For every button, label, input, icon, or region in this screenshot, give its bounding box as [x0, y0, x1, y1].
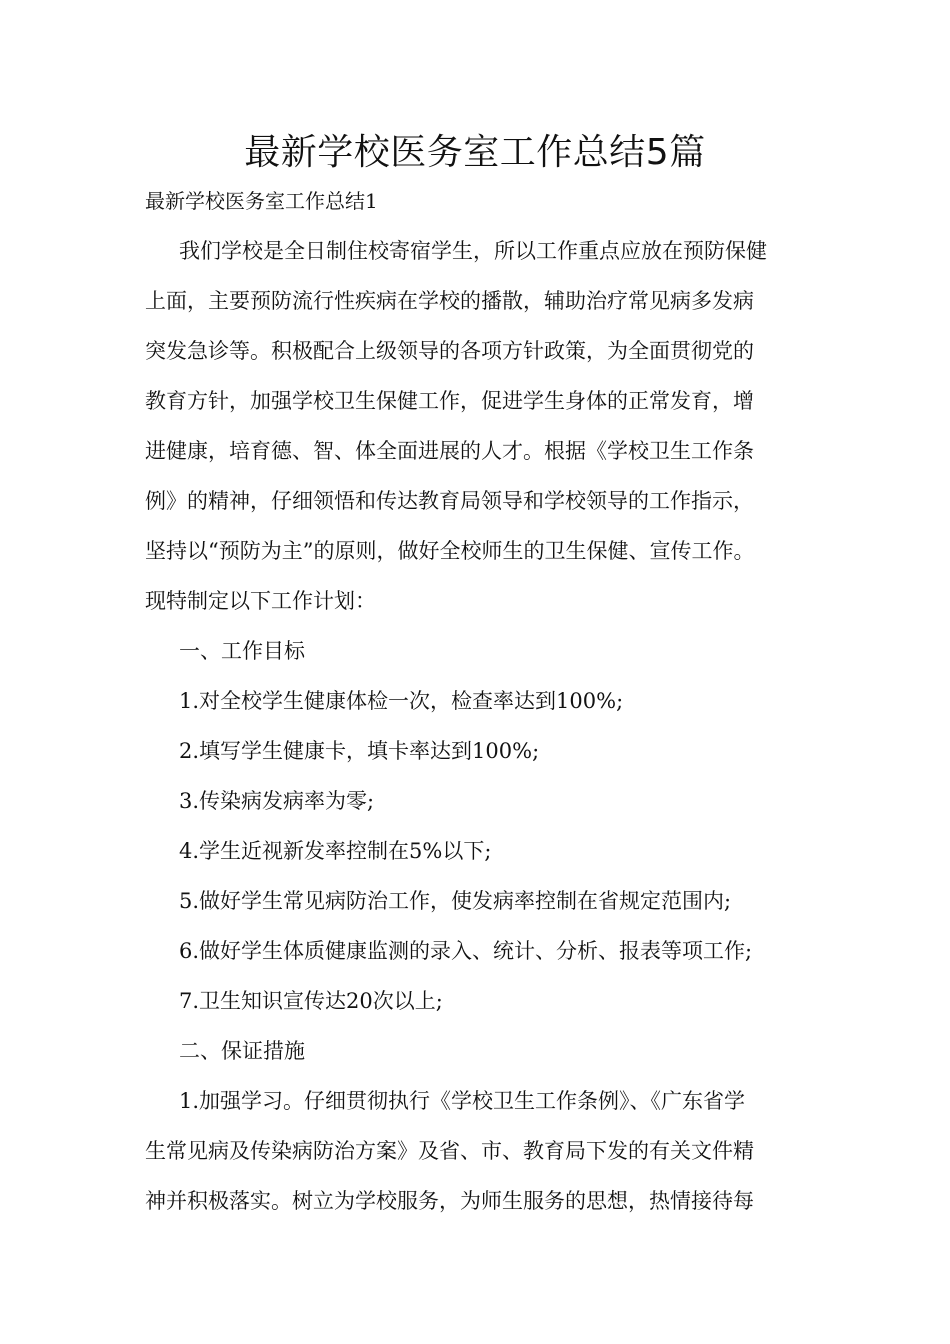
body-line: 现特制定以下工作计划：	[145, 589, 376, 613]
list-item: 5.做好学生常见病防治工作，使发病率控制在省规定范围内;	[179, 889, 732, 913]
section-heading: 一、工作目标	[179, 639, 305, 663]
body-line: 神并积极落实。树立为学校服务，为师生服务的思想，热情接待每	[145, 1189, 754, 1213]
list-item: 1.加强学习。仔细贯彻执行《学校卫生工作条例》、《广东省学	[179, 1089, 746, 1113]
body-line: 生常见病及传染病防治方案》及省、市、教育局下发的有关文件精	[145, 1139, 754, 1163]
body-line: 例》的精神，仔细领悟和传达教育局领导和学校领导的工作指示，	[145, 489, 754, 513]
body-line: 坚持以“预防为主”的原则，做好全校师生的卫生保健、宣传工作。	[145, 539, 755, 563]
body-line: 我们学校是全日制住校寄宿学生，所以工作重点应放在预防保健	[179, 239, 767, 263]
section-subtitle: 最新学校医务室工作总结1	[145, 189, 378, 213]
list-item: 1.对全校学生健康体检一次，检查率达到100%;	[179, 689, 624, 713]
list-item: 4.学生近视新发率控制在5%以下;	[179, 839, 492, 863]
body-line: 教育方针，加强学校卫生保健工作，促进学生身体的正常发育，增	[145, 389, 754, 413]
document-body	[145, 226, 825, 1226]
body-line: 上面，主要预防流行性疾病在学校的播散，辅助治疗常见病多发病	[145, 289, 754, 313]
section-heading: 二、保证措施	[179, 1039, 305, 1063]
list-item: 6.做好学生体质健康监测的录入、统计、分析、报表等项工作;	[179, 939, 753, 963]
list-item: 3.传染病发病率为零;	[179, 789, 375, 813]
body-line: 突发急诊等。积极配合上级领导的各项方针政策，为全面贯彻党的	[145, 339, 754, 363]
list-item: 2.填写学生健康卡，填卡率达到100%;	[179, 739, 540, 763]
list-item: 7.卫生知识宣传达20次以上;	[179, 989, 443, 1013]
document-title: 最新学校医务室工作总结5篇	[244, 132, 706, 173]
body-line: 进健康，培育德、智、体全面进展的人才。根据《学校卫生工作条	[145, 439, 754, 463]
